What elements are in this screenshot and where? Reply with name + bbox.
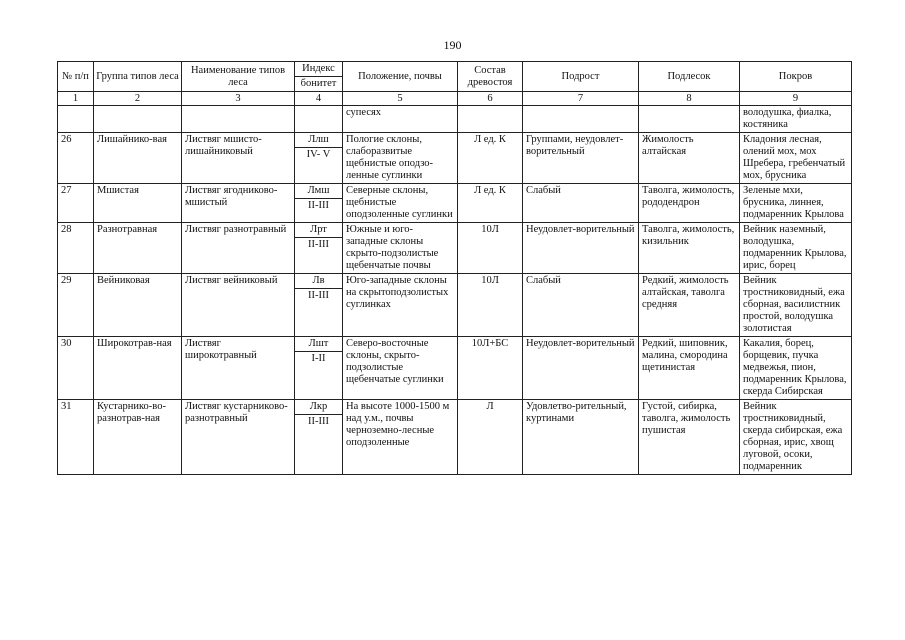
column-number-row — [58, 92, 852, 106]
cell-bonitet: II-III — [295, 238, 343, 274]
cell-undergrowth: Неудовлет-ворительный — [523, 223, 639, 274]
cell-index: Лв — [295, 274, 343, 289]
continuation-row — [58, 106, 852, 133]
cell-name: Листвяг кустарниково-разнотравный — [182, 400, 295, 475]
cell-position: супесях — [343, 106, 458, 133]
cell-cover: Вейник тростниковидный, ежа сборная, василистник простой, володушка золотистая — [740, 274, 852, 337]
cell-undergrowth: Слабый — [523, 184, 639, 223]
header-understory: Подлесок — [639, 62, 740, 92]
cell-understory: Редкий, жимолость алтайская, таволга средняя — [639, 274, 740, 337]
cell-group — [94, 106, 182, 133]
cell-num: 31 — [58, 400, 94, 475]
table-row — [58, 184, 852, 199]
header-undergrowth: Подрост — [523, 62, 639, 92]
header-index: Индекс — [295, 62, 343, 77]
cell-group: Лишайнико-вая — [94, 133, 182, 184]
table-row — [58, 133, 852, 148]
header-num: № п/п — [58, 62, 94, 92]
column-number: 4 — [295, 92, 343, 106]
cell-group: Мшистая — [94, 184, 182, 223]
header-bonitet: бонитет — [295, 77, 343, 92]
cell-position: Южные и юго-западные склоны скрыто-подзолистые щебенчатые почвы — [343, 223, 458, 274]
cell-index — [295, 106, 343, 133]
column-number: 9 — [740, 92, 852, 106]
cell-composition: 10Л+БС — [458, 337, 523, 400]
column-number: 3 — [182, 92, 295, 106]
cell-undergrowth: Группами, неудовлет-ворительный — [523, 133, 639, 184]
cell-num: 29 — [58, 274, 94, 337]
cell-index: Лрт — [295, 223, 343, 238]
table-row — [58, 337, 852, 352]
cell-understory: Таволга, жимолость, кизильник — [639, 223, 740, 274]
column-number: 7 — [523, 92, 639, 106]
cell-num: 30 — [58, 337, 94, 400]
cell-composition — [458, 106, 523, 133]
cell-index: Ллш — [295, 133, 343, 148]
column-number: 2 — [94, 92, 182, 106]
cell-understory: Жимолость алтайская — [639, 133, 740, 184]
cell-group: Кустарнико-во-разнотрав-ная — [94, 400, 182, 475]
cell-position: Северные склоны, щебнистые оподзоленные суглинки — [343, 184, 458, 223]
column-number: 6 — [458, 92, 523, 106]
cell-undergrowth: Неудовлет-ворительный — [523, 337, 639, 400]
cell-understory: Таволга, жимолость, рододендрон — [639, 184, 740, 223]
table-row — [58, 223, 852, 238]
cell-bonitet: II-III — [295, 289, 343, 337]
cell-position: Юго-западные склоны на скрытоподзолистых суглинках — [343, 274, 458, 337]
cell-index: Лмш — [295, 184, 343, 199]
cell-understory — [639, 106, 740, 133]
header-position: Положение, почвы — [343, 62, 458, 92]
page-number: 190 — [443, 38, 462, 52]
cell-position: Пологие склоны, слаборазвитые щебнистые оподзо-ленные суглинки — [343, 133, 458, 184]
cell-position: На высоте 1000-1500 м над у.м., почвы черноземно-лесные оподзоленные — [343, 400, 458, 475]
cell-undergrowth: Слабый — [523, 274, 639, 337]
table-row — [58, 400, 852, 415]
cell-understory: Редкий, шиповник, малина, смородина щетинистая — [639, 337, 740, 400]
cell-group: Разнотравная — [94, 223, 182, 274]
cell-cover: Какалия, борец, борщевик, пучка медвежья, пион, подмаренник Крылова, скерда Сибирская — [740, 337, 852, 400]
cell-name: Листвяг ягодниково-мшистый — [182, 184, 295, 223]
cell-composition: Л — [458, 400, 523, 475]
header-cover: Покров — [740, 62, 852, 92]
cell-cover: володушка, фиалка, костяника — [740, 106, 852, 133]
cell-name — [182, 106, 295, 133]
cell-group: Вейниковая — [94, 274, 182, 337]
cell-undergrowth: Удовлетво-рительный, куртинами — [523, 400, 639, 475]
cell-composition: Л ед. К — [458, 184, 523, 223]
cell-index: Лшт — [295, 337, 343, 352]
cell-group: Широкотрав-ная — [94, 337, 182, 400]
table-row — [58, 274, 852, 289]
cell-index: Лкр — [295, 400, 343, 415]
cell-composition: 10Л — [458, 223, 523, 274]
cell-name: Листвяг разнотравный — [182, 223, 295, 274]
cell-understory: Густой, сибирка, таволга, жимолость пушистая — [639, 400, 740, 475]
cell-bonitet: IV- V — [295, 148, 343, 184]
cell-cover: Кладония лесная, олений мох, мох Шребера, гребенчатый мох, брусника — [740, 133, 852, 184]
cell-cover: Вейник наземный, володушка, подмаренник Крылова, ирис, борец — [740, 223, 852, 274]
header-row — [58, 62, 852, 77]
cell-num: 27 — [58, 184, 94, 223]
header-composition: Состав древостоя — [458, 62, 523, 92]
cell-cover: Зеленые мхи, брусника, линнея, подмаренник Крылова — [740, 184, 852, 223]
forest-types-table — [57, 61, 852, 475]
cell-composition: Л ед. К — [458, 133, 523, 184]
cell-position: Северо-восточные склоны, скрыто-подзолистые щебенчатые суглинки — [343, 337, 458, 400]
cell-bonitet: II-III — [295, 415, 343, 475]
header-group: Группа типов леса — [94, 62, 182, 92]
column-number: 8 — [639, 92, 740, 106]
column-number: 1 — [58, 92, 94, 106]
column-number: 5 — [343, 92, 458, 106]
cell-num: 26 — [58, 133, 94, 184]
cell-cover: Вейник тростниковидный, скерда сибирская, ежа сборная, ирис, хвощ луговой, осоки, подмаренник — [740, 400, 852, 475]
cell-composition: 10Л — [458, 274, 523, 337]
cell-undergrowth — [523, 106, 639, 133]
cell-bonitet: I-II — [295, 352, 343, 400]
cell-num: 28 — [58, 223, 94, 274]
cell-name: Листвяг мшисто-лишайниковый — [182, 133, 295, 184]
cell-name: Листвяг широкотравный — [182, 337, 295, 400]
cell-bonitet: II-III — [295, 199, 343, 223]
cell-name: Листвяг вейниковый — [182, 274, 295, 337]
header-name: Наименование типов леса — [182, 62, 295, 92]
cell-num — [58, 106, 94, 133]
